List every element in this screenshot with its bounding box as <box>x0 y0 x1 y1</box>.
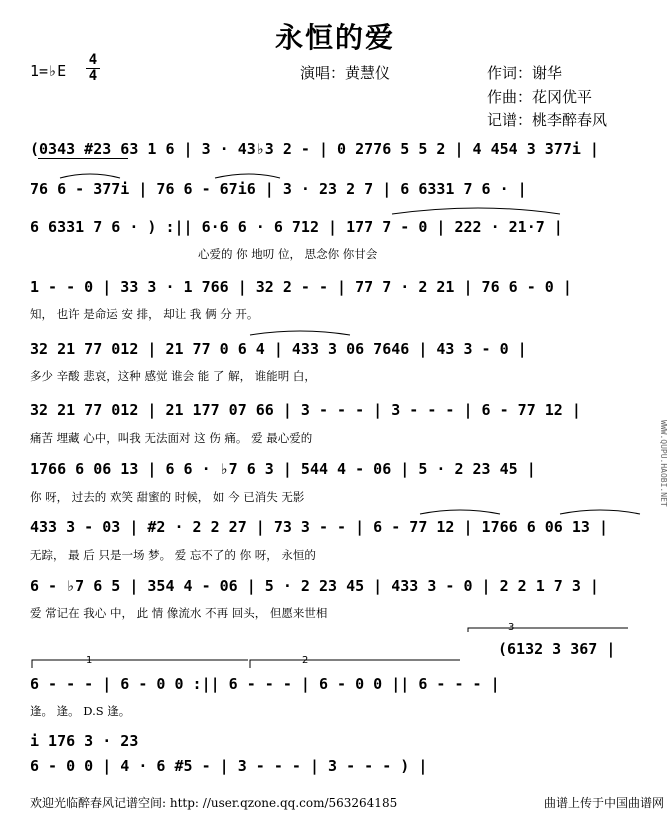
singer-credit: 演唱：黄慧仪 <box>300 64 391 82</box>
triplet-bracket <box>468 628 628 632</box>
score-row-10-notes: 6 - - - | 6 - 0 0 :|| 6 - - - | 6 - 0 0 || 6 - - - | <box>30 675 500 693</box>
score-row-2-notes: 76 6 - 377i | 76 6 - 67i6 | 3 · 23 2 7 | 6 6331 7 6 · | <box>30 180 527 198</box>
score-row-7-lyrics: 你 呀， 过去的 欢笑 甜蜜的 时候， 如 今 已消失 无影 <box>30 490 305 504</box>
score-row-10-upper-notes: (6132 3 367 | <box>498 640 616 658</box>
volta-label-first: 1 <box>86 655 93 666</box>
score-row-6-lyrics: 痛苦 埋藏 心中，叫我 无法面对 这 伤 痛。 爱 最心爱的 <box>30 431 313 445</box>
slur <box>392 208 560 214</box>
score-row-3-notes: 6 6331 7 6 · ) :|| 6·6 6 · 6 712 | 177 7 - 0 | 222 · 21·7 | <box>30 218 563 236</box>
score-row-10-lyrics: 逢。 逢。 D.S 逢。 <box>30 704 131 718</box>
score-row-4-lyrics: 知， 也许 是命运 安 排， 却让 我 俩 分 开。 <box>30 307 259 321</box>
footer-text: 欢迎光临醉春风记谱空间: http: //user.qzone.qq.com/563264185 <box>30 796 398 810</box>
site-credit: 曲谱上传于中国曲谱网 <box>543 796 664 810</box>
slur <box>420 510 500 514</box>
triplet-mark: 3 <box>508 622 515 633</box>
volta-bracket-first <box>32 660 248 668</box>
score-row-8-notes: 433 3 - 03 | #2 · 2 2 27 | 73 3 - - | 6 - 77 12 | 1766 6 06 13 | <box>30 518 608 536</box>
score-row-9-notes: 6 - ♭7 6 5 | 354 4 - 06 | 5 · 2 23 45 | 433 3 - 0 | 2 2 1 7 3 | <box>30 577 599 595</box>
score-row-4-notes: 1 - - 0 | 33 3 · 1 766 | 32 2 - - | 77 7 · 2 21 | 76 6 - 0 | <box>30 278 572 296</box>
slur <box>215 174 280 178</box>
score-row-11-upper-notes: i 176 3 · 23 <box>30 732 139 750</box>
transcriber-credit: 记谱：桃李醉春风 <box>487 111 608 129</box>
score-row-7-notes: 1766 6 06 13 | 6 6 · ♭7 6 3 | 544 4 - 06 | 5 · 2 23 45 | <box>30 460 536 478</box>
score-row-1-notes: (0343 #23 63 1 6 | 3 · 43♭3 2 - | 0 2776 5 5 2 | 4 454 3 377i | <box>30 140 599 158</box>
lyricist-credit: 作词：谢华 <box>487 64 563 82</box>
score-row-5-notes: 32 21 77 012 | 21 77 0 6 4 | 433 3 06 7646 | 43 3 - 0 | <box>30 340 527 358</box>
volta-label-second: 2 <box>302 655 309 666</box>
slur <box>250 331 350 335</box>
score-row-3-lyrics: 心爱的 你 地叨 位， 思念你 你甘会 <box>198 247 378 261</box>
score-row-6-notes: 32 21 77 012 | 21 177 07 66 | 3 - - - | 3 - - - | 6 - 77 12 | <box>30 401 581 419</box>
score-row-8-lyrics: 无踪， 最 后 只是一场 梦。 爱 忘不了的 你 呀， 永恒的 <box>30 548 316 562</box>
slur <box>560 510 640 514</box>
score-row-5-lyrics: 多少 辛酸 悲哀，这种 感觉 谁会 能 了 解， 谁能明 白， <box>30 369 316 383</box>
page-title: 永恒的爱 <box>274 21 395 54</box>
time-signature-top: 4 <box>88 52 98 68</box>
slur <box>60 174 120 178</box>
time-signature-bottom: 4 <box>88 68 98 84</box>
score-row-11-notes: 6 - 0 0 | 4 · 6 #5 - | 3 - - - | 3 - - - ) | <box>30 757 428 775</box>
volta-bracket-second <box>250 660 460 668</box>
composer-credit: 作曲：花冈优平 <box>487 88 593 106</box>
key-signature: 1=♭E <box>30 62 67 80</box>
score-row-9-lyrics: 爱 常记在 我心 中， 此 情 像流水 不再 回头， 但愿来世相 <box>30 606 328 620</box>
site-watermark: WWW.QUPU.HAOBI.NET <box>659 420 668 507</box>
